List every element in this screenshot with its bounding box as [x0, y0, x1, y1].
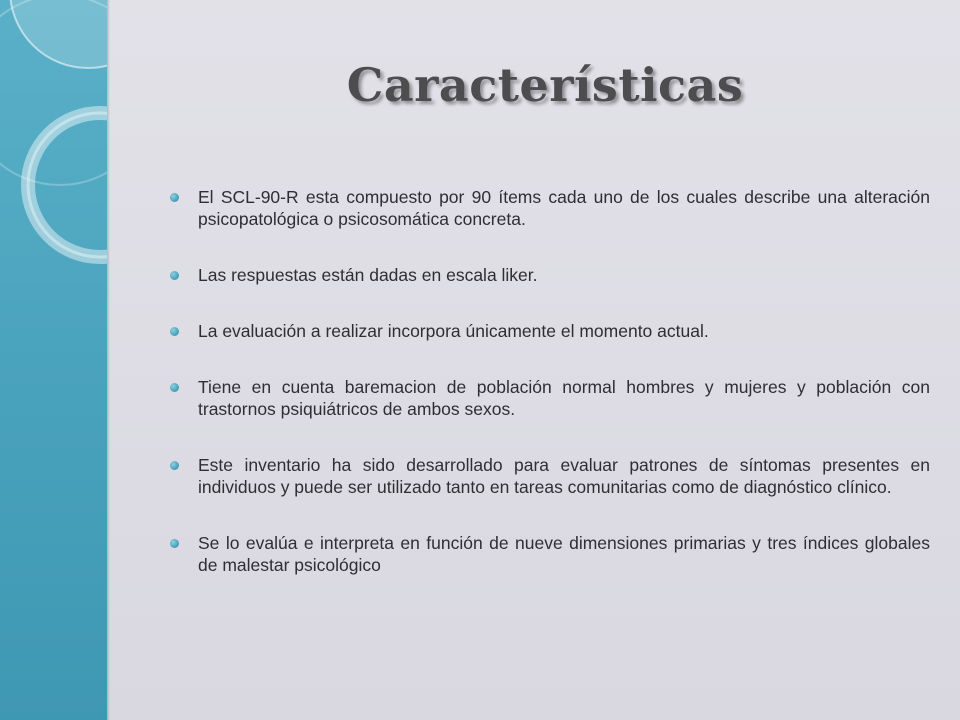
bullet-item	[170, 264, 930, 286]
bullet-text: Las respuestas están dadas en escala liker.	[198, 265, 538, 285]
bullet-dot-icon	[170, 383, 179, 392]
bullet-text: La evaluación a realizar incorpora únicamente el momento actual.	[198, 321, 709, 341]
band-edge-shadow	[107, 0, 110, 720]
bullet-dot-icon	[170, 193, 179, 202]
bullet-dot-icon	[170, 271, 179, 280]
bullet-item	[170, 532, 930, 576]
bullet-list	[170, 186, 930, 576]
bullet-dot-icon	[170, 461, 179, 470]
slide-title: Características	[346, 58, 744, 112]
bullet-item	[170, 376, 930, 420]
bullet-text: Este inventario ha sido desarrollado para evaluar patrones de síntomas presentes en individuos y puede ser utilizado tanto en tareas comunitarias como de diagnóstico clínico.	[198, 455, 930, 497]
bullet-text: El SCL-90-R esta compuesto por 90 ítems cada uno de los cuales describe una alteración psicopatológica o psicosomática concreta.	[198, 187, 930, 229]
decorative-side-band	[0, 0, 107, 720]
bullet-dot-icon	[170, 327, 179, 336]
bullet-text: Se lo evalúa e interpreta en función de nueve dimensiones primarias y tres índices globales de malestar psicológico	[198, 533, 930, 575]
decorative-circles-icon	[0, 0, 107, 720]
bullet-item	[170, 186, 930, 230]
bullet-item	[170, 320, 930, 342]
bullet-item	[170, 454, 930, 498]
bullet-text: Tiene en cuenta baremacion de población normal hombres y mujeres y población con trastornos psiquiátricos de ambos sexos.	[198, 377, 930, 419]
bullet-dot-icon	[170, 539, 179, 548]
